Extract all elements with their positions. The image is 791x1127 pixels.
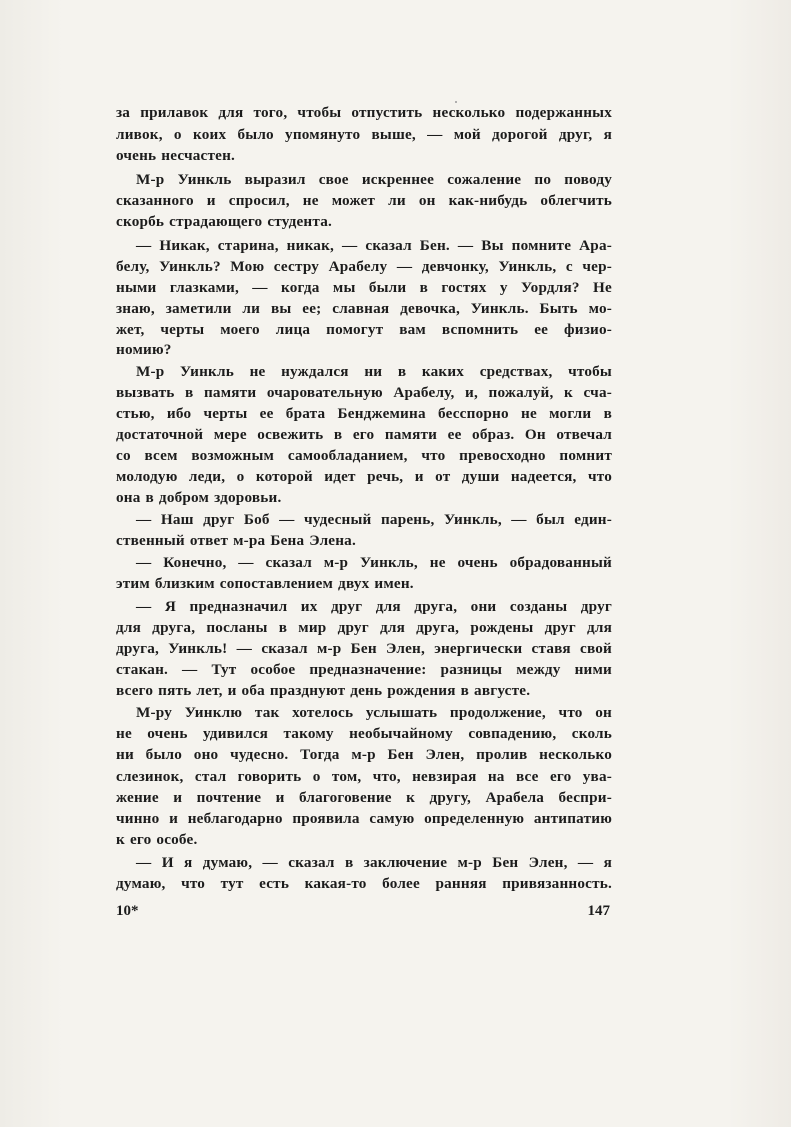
text-line: — Наш друг Боб — чудесный парень, Уинкль, — был един- bbox=[136, 511, 612, 528]
text-line: стью, ибо черты ее брата Бенджемина бесспорно не могли в bbox=[116, 405, 612, 422]
text-line: стакан. — Тут особое предназначение: разницы между ними bbox=[116, 661, 612, 678]
text-line: — И я думаю, — сказал в заключение м-р Бен Элен, — я bbox=[136, 854, 612, 871]
text-line: всего пять лет, и оба празднуют день рождения в августе. bbox=[116, 682, 531, 699]
text-line: достаточной мере освежить в его памяти ее образ. Он отвечал bbox=[116, 426, 612, 443]
text-line: сказанного и спросил, не может ли он как-нибудь облегчить bbox=[116, 192, 612, 209]
text-line: М-р Уинкль не нуждался ни в каких средствах, чтобы bbox=[136, 363, 612, 380]
text-line: не очень удивился такому необычайному совпадению, сколь bbox=[116, 725, 612, 742]
text-line: для друга, посланы в мир друг для друга, рождены друг для bbox=[116, 619, 612, 636]
text-line: знаю, заметили ли вы ее; славная девочка, Уинкль. Быть мо- bbox=[116, 300, 612, 317]
text-line: скорбь страдающего студента. bbox=[116, 213, 332, 230]
text-line: к его особе. bbox=[116, 831, 198, 848]
scan-speck bbox=[455, 101, 457, 103]
text-line: вызвать в памяти очаровательную Арабелу, и, пожалуй, к сча- bbox=[116, 384, 612, 401]
text-line: она в добром здоровьи. bbox=[116, 489, 282, 506]
text-line: слезинок, стал говорить о том, что, невзирая на все его ува- bbox=[116, 768, 612, 785]
text-line: номию? bbox=[116, 341, 172, 358]
text-line: молодую леди, о которой идет речь, и от души надеется, что bbox=[116, 468, 612, 485]
text-line: жение и почтение и благоговение к другу, Арабела беспри- bbox=[116, 789, 612, 806]
text-line: очень несчастен. bbox=[116, 147, 236, 164]
text-line: со всем возможным самообладанием, что превосходно помнит bbox=[116, 447, 612, 464]
text-line: — Я предназначил их друг для друга, они созданы друг bbox=[136, 598, 612, 615]
text-line: чинно и неблагодарно проявила самую определенную антипатию bbox=[116, 810, 612, 827]
page-number: 147 bbox=[587, 903, 610, 919]
signature-mark: 10* bbox=[116, 903, 139, 919]
text-line: М-р Уинкль выразил свое искреннее сожаление по поводу bbox=[136, 171, 612, 188]
text-line: жет, черты моего лица помогут вам вспомнить ее физио- bbox=[116, 321, 612, 338]
text-line: ни было оно чудесно. Тогда м-р Бен Элен, пролив несколько bbox=[116, 746, 612, 763]
text-line: ными глазками, — когда мы были в гостях у Уордля? Не bbox=[116, 279, 612, 296]
text-line: ственный ответ м-ра Бена Элена. bbox=[116, 532, 356, 549]
text-line: белу, Уинкль? Мою сестру Арабелу — девчонку, Уинкль, с чер- bbox=[116, 258, 612, 275]
text-line: ливок, о коих было упомянуто выше, — мой дорогой друг, я bbox=[116, 126, 612, 143]
text-line: М-ру Уинклю так хотелось услышать продолжение, что он bbox=[136, 704, 612, 721]
text-line: за прилавок для того, чтобы отпустить несколько подержанных bbox=[116, 104, 612, 121]
text-line: думаю, что тут есть какая-то более ранняя привязанность. bbox=[116, 875, 612, 892]
text-line: друга, Уинкль! — сказал м-р Бен Элен, энергически ставя свой bbox=[116, 640, 612, 657]
text-line: этим близким сопоставлением двух имен. bbox=[116, 575, 414, 592]
text-line: — Конечно, — сказал м-р Уинкль, не очень обрадованный bbox=[136, 554, 612, 571]
text-line: — Никак, старина, никак, — сказал Бен. — Вы помните Ара- bbox=[136, 237, 612, 254]
